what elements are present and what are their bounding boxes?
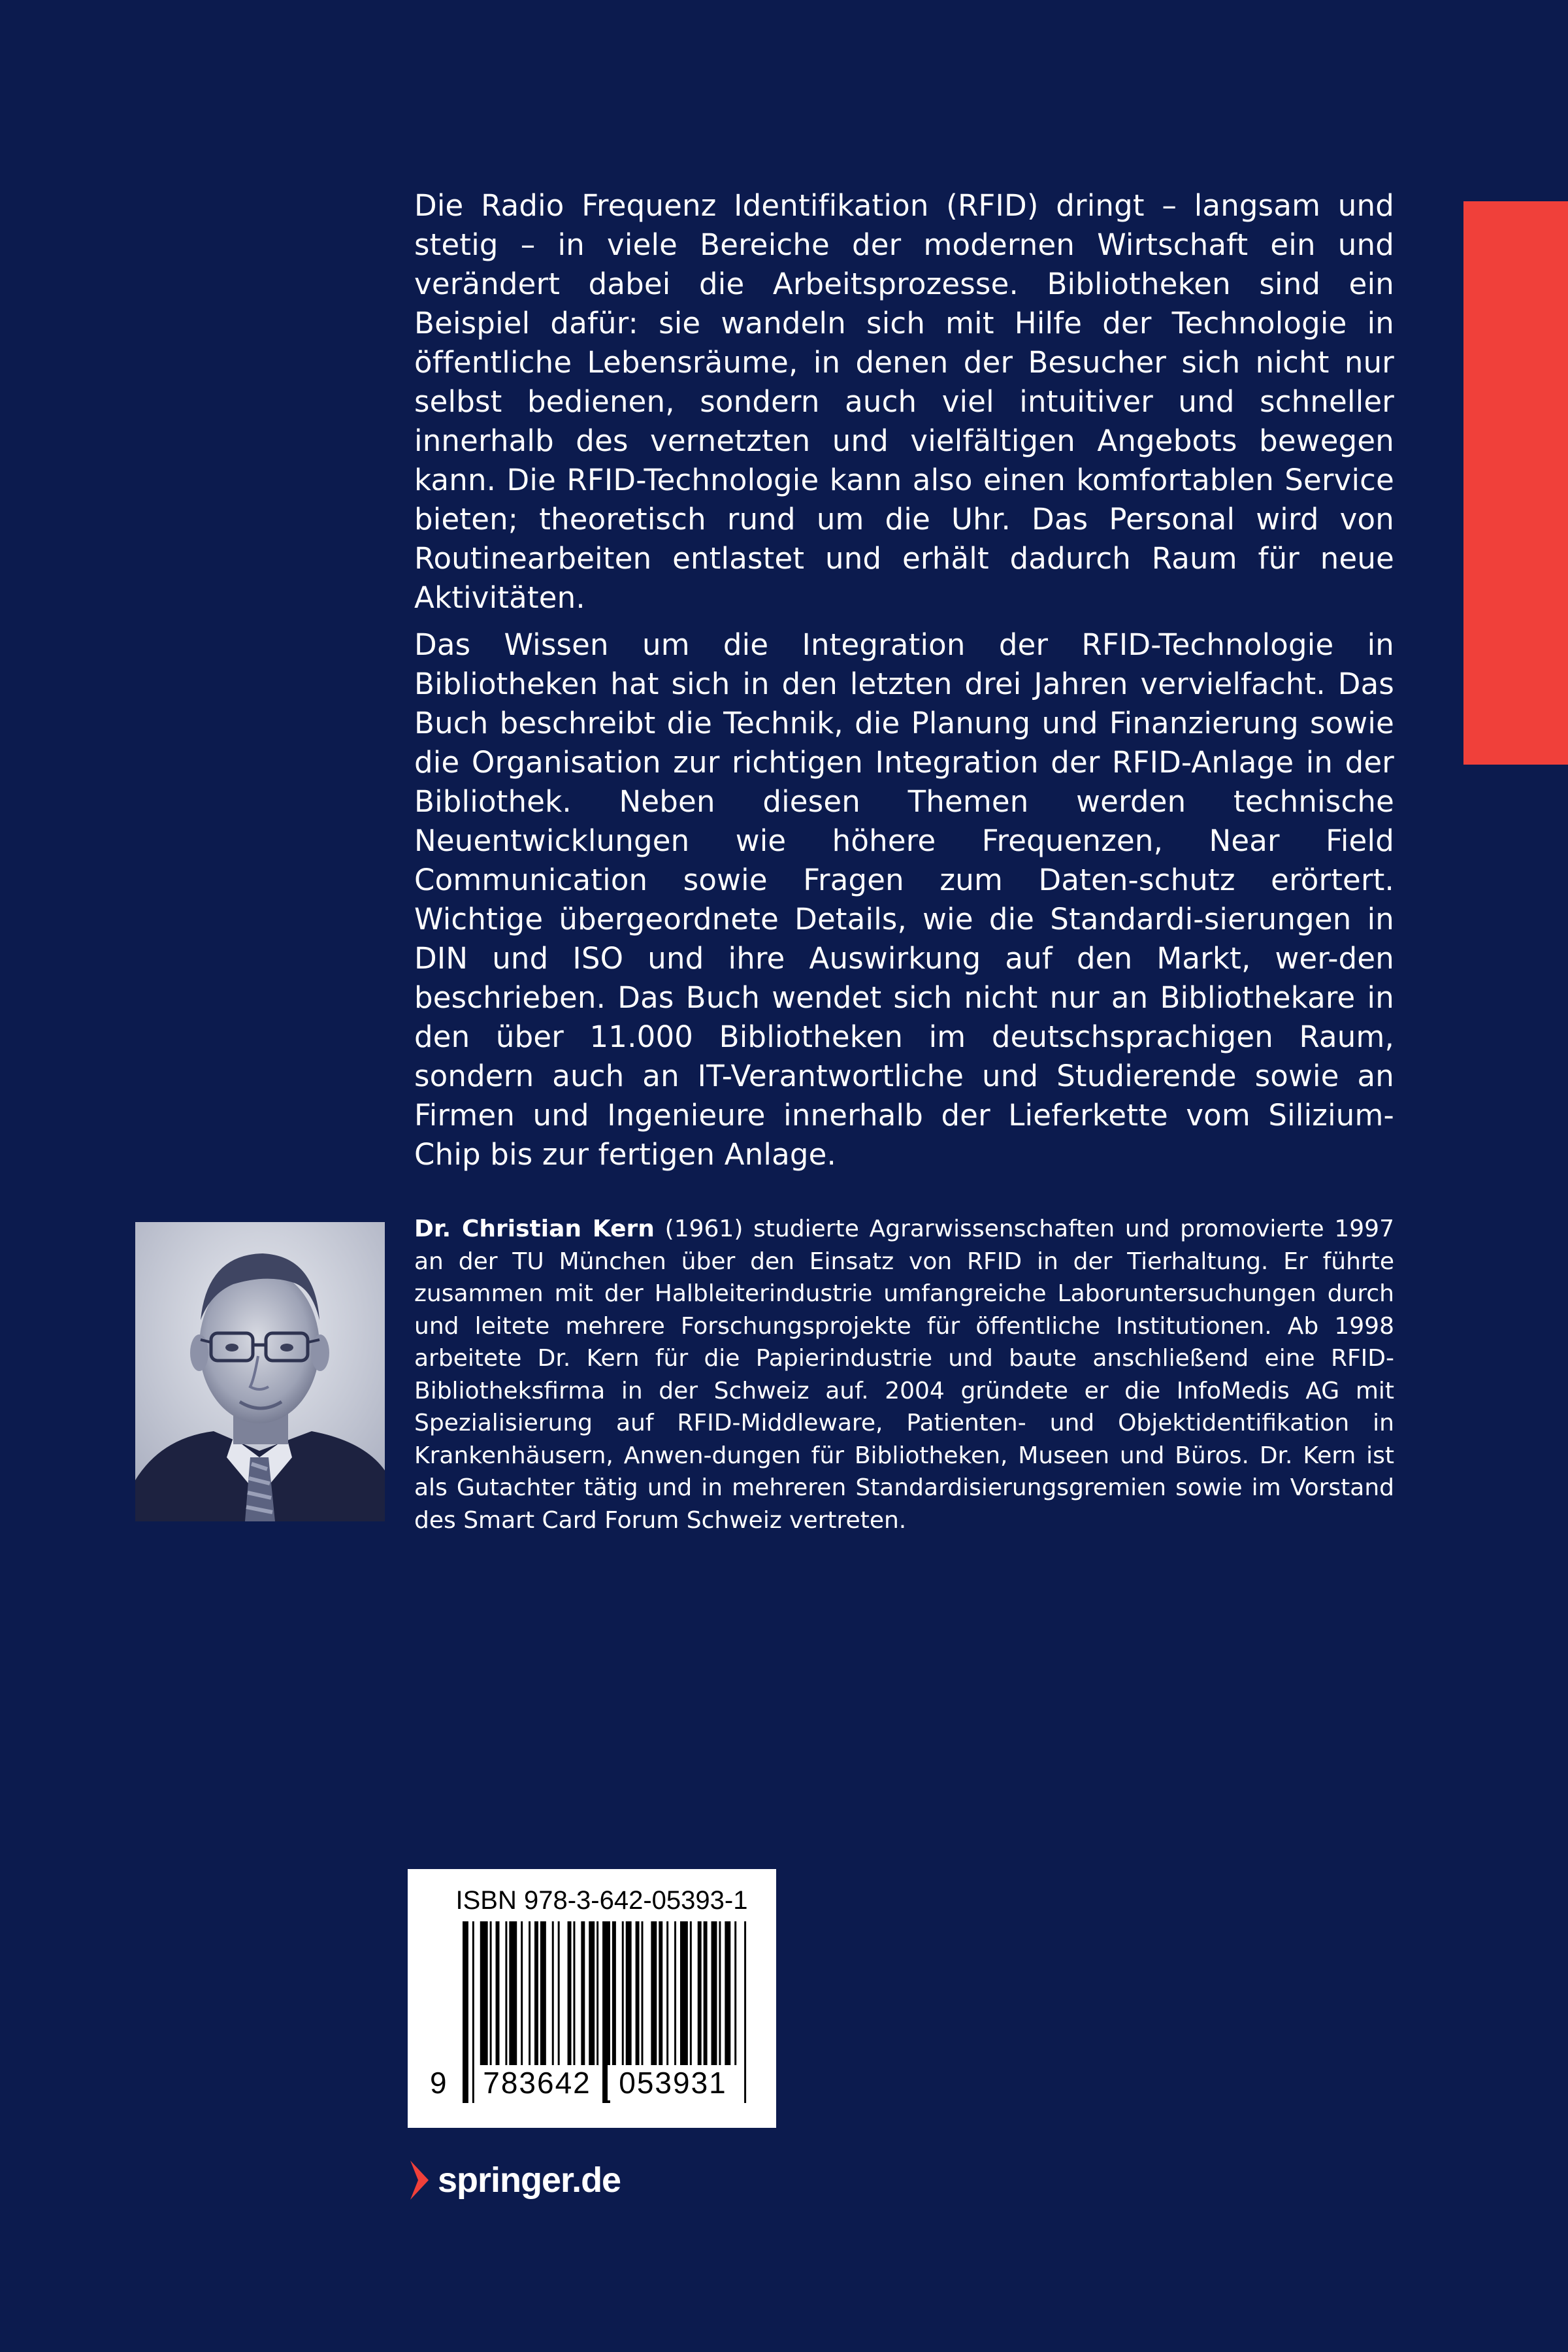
ean-digit-first: 9	[430, 2066, 447, 2100]
barcode-bar	[698, 1921, 702, 2066]
barcode-bar	[690, 1921, 692, 2066]
barcode-bar	[509, 1921, 517, 2066]
blurb-text	[414, 186, 1394, 1174]
barcode-bar	[734, 1921, 736, 2066]
barcode-bar	[552, 1921, 554, 2066]
barcode-bar	[659, 1921, 662, 2066]
barcode-bar	[622, 1921, 624, 2066]
barcode-bar	[581, 1921, 585, 2066]
barcode-bar	[704, 1921, 708, 2066]
barcode-bar	[505, 1921, 507, 2066]
author-bio-text: (1961) studierte Agrarwissenschaften und promovierte 1997 an der TU München über den Einsatz von RFID in der Tierhaltung. Er führte zusammen mit der Halbleiterindustrie umfangreiche Laboruntersuchungen durch und leitete mehrere Forschungsprojekte für öffentliche Institutionen. Ab 1998 arbeitete Dr. Kern für die Papierindustrie und baute anschließend eine RFID-Bibliotheksfirma in der Schweiz auf. 2004 gründete er die InfoMedis AG mit Spezialisierung auf RFID-Middleware, Patienten- und Objektidentifikation in Krankenhäusern, Anwen-dungen für Bibliotheken, Museen und Büros. Dr. Kern ist als Gutachter tätig und in mehreren Standardisierungsgremien sowie im Vorstand des Smart Card Forum Schweiz vertreten.	[414, 1216, 1394, 1534]
blurb-paragraph: Das Wissen um die Integration der RFID-Technologie in Bibliotheken hat sich in den letzten drei Jahren vervielfacht. Das Buch beschreibt die Technik, die Planung und Finanzierung sowie die Organisation zur richtigen Integration der RFID-Anlage in der Bibliothek. Neben diesen Themen werden technische Neuentwicklungen wie höhere Frequenzen, Near Field Communication sowie Fragen zum Daten-schutz erörtert. Wichtige übergeordnete Details, wie die Standardi-sierungen in DIN und ISO und ihre Auswirkung auf den Markt, wer-den beschrieben. Das Buch wendet sich nicht nur an Bibliothekare in den über 11.000 Bibliotheken im deutschsprachigen Raum, sondern auch an IT-Verantwortliche und Studierende sowie an Firmen und Ingenieure innerhalb der Lieferkette vom Silizium-Chip bis zur fertigen Anlage.	[414, 627, 1394, 1172]
barcode-bar	[725, 1921, 730, 2066]
chevron-right-icon	[409, 2159, 431, 2201]
accent-tab	[1463, 201, 1568, 765]
barcode-bar	[529, 1921, 531, 2066]
barcode-bar	[558, 1921, 560, 2066]
barcode-bar	[680, 1921, 688, 2066]
barcode-bar	[496, 1921, 500, 2066]
barcode-bar	[573, 1921, 575, 2066]
publisher-url: springer.de	[438, 2161, 621, 2200]
barcode-bar	[534, 1921, 538, 2066]
author-portrait-image	[135, 1222, 385, 1521]
barcode-bar	[636, 1921, 640, 2066]
barcode-bar	[480, 1921, 488, 2066]
publisher-link[interactable]	[409, 2154, 621, 2206]
barcode-bar	[711, 1921, 717, 2066]
barcode-bar	[521, 1921, 523, 2066]
ean-digits	[408, 2065, 776, 2104]
isbn-label: ISBN 978-3-642-05393-1	[455, 1886, 748, 1915]
barcode-bar	[719, 1921, 721, 2066]
barcode-bar	[490, 1921, 492, 2066]
barcode-bar	[642, 1921, 644, 2066]
barcode-bar	[568, 1921, 572, 2066]
barcode-bar	[651, 1921, 657, 2066]
isbn-barcode	[408, 1869, 776, 2128]
barcode-bar	[674, 1921, 676, 2066]
barcode-bar	[540, 1921, 546, 2066]
barcode-bar	[626, 1921, 632, 2066]
author-photo	[135, 1222, 385, 1521]
ean-digits-left: 783642	[476, 2065, 598, 2100]
ean-digits-right: 053931	[608, 2065, 738, 2100]
barcode-bar	[666, 1921, 668, 2066]
barcode-bar	[589, 1921, 595, 2066]
barcode-bar	[612, 1921, 616, 2066]
barcode-bar	[596, 1921, 598, 2066]
author-name: Dr. Christian Kern	[414, 1216, 655, 1242]
author-bio	[414, 1213, 1394, 1536]
blurb-paragraph: Die Radio Frequenz Identifikation (RFID) dringt – langsam und stetig – in viele Bereiche der modernen Wirtschaft ein und verändert dabei die Arbeitsprozesse. Bibliotheken sind ein Beispiel dafür: sie wandeln sich mit Hilfe der Technologie in öffentliche Lebensräume, in denen der Besucher sich nicht nur selbst bedienen, sondern auch viel intuitiver und schneller innerhalb des vernetzten und vielfältigen Angebots bewegen kann. Die RFID-Technologie kann also einen komfortablen Service bieten; theoretisch rund um die Uhr. Das Personal wird von Routinearbeiten entlastet und erhält dadurch Raum für neue Aktivitäten.	[414, 188, 1394, 615]
